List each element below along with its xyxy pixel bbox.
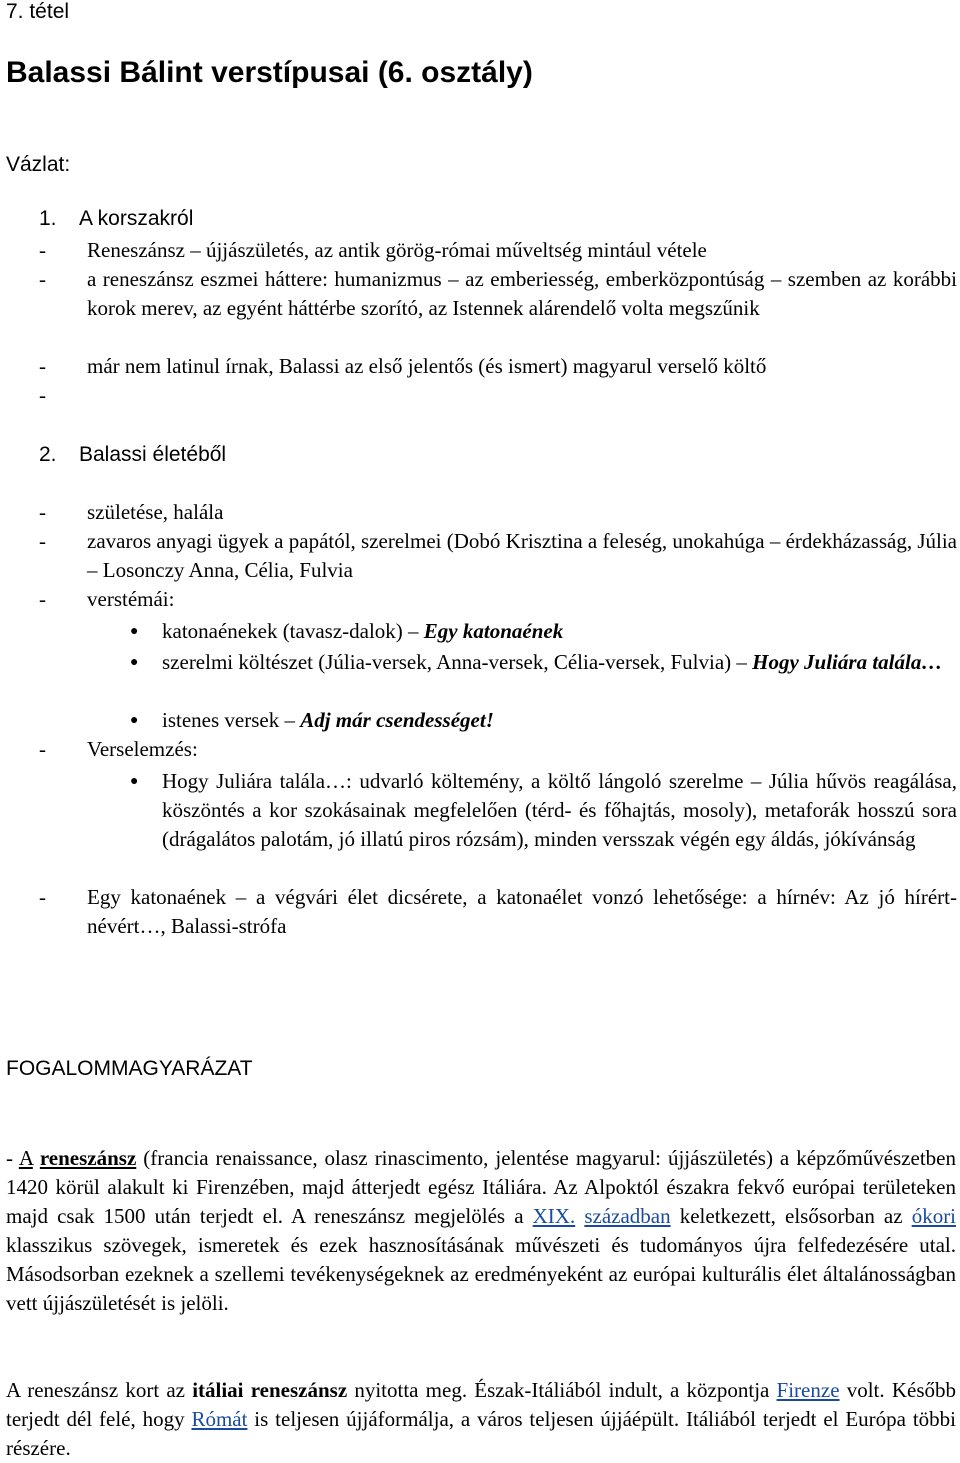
bullet-icon: ● [130,713,139,728]
list-item [39,352,957,381]
glossary-term: itáliai reneszánsz [192,1378,348,1402]
list-item-text: a reneszánsz eszmei háttere: humanizmus – az emberiesség, emberközpontúság – szemben az korábbi korok merev, az egyént háttérbe szorító, az Istennek alárendelő volta megszűnik [87,267,957,320]
dash-marker: - [39,737,46,761]
list-item-text: születése, halála [87,500,224,524]
link-romat[interactable]: Rómát [191,1407,248,1431]
dash-marker: - [39,354,46,378]
item-number-label: 7. tétel [6,0,70,23]
theme-text: istenes versek – [162,708,301,732]
dash-marker: - [39,383,46,407]
list-item-text: Verselemzés: [87,737,198,761]
list-item [39,585,957,614]
list-item [39,236,957,265]
section-2-number: 2. [39,443,57,466]
list-item-text: már nem latinul írnak, Balassi az első jelentős (és ismert) magyarul verselő költő [87,354,767,378]
list-item [39,498,957,527]
section-1-title: A korszakról [79,207,194,230]
dash-marker: - [39,885,46,909]
glossary-article: A [18,1146,33,1170]
outline-label: Vázlat: [6,153,71,176]
bullet-icon: ● [130,624,139,639]
dash-marker: - [39,267,46,291]
glossary-term: reneszánsz [39,1146,137,1170]
glossary-paragraph-1: - A reneszánsz (francia renaissance, olasz rinascimento, jelentése magyarul: újjászületés) a képzőművészetben 1420 körül alakult ki Firenzében, majd átterjedt egész Itáliára. Az Alpoktól északra fekvő európai területeken majd csak 1500 után terjedt el. A reneszánsz megjelölés a XIX. században keletkezett, elsősorban az ókori klasszikus szövegek, ismeretek és ezek hasznosításának művészeti és tudományos újra felfedezésére utal. Másodsorban ezeknek a szellemi tevékenységeknek az eredményeként az európai kulturális élet általánosságban vett újjászületését is jelöli. [6,1146,957,1315]
page-title: Balassi Bálint verstípusai (6. osztály) [6,56,533,89]
bullet-icon: ● [130,774,139,789]
list-item [39,735,957,764]
dash-marker: - [39,500,46,524]
poem-title: Egy katonaének [423,619,564,643]
poem-title: Adj már csendességet! [300,708,494,732]
theme-item [130,706,957,735]
dash-marker: - [39,238,46,262]
list-item-text: zavaros anyagi ügyek a papától, szerelmei (Dobó Krisztina a feleség, unokahúga – érdekházasság, Júlia – Losonczy Anna, Célia, Fulvia [87,529,957,582]
section-2-title: Balassi életéből [79,443,227,466]
theme-text: szerelmi költészet (Júlia-versek, Anna-versek, Célia-versek, Fulvia) – [162,650,753,674]
list-item-text: Reneszánsz – újjászületés, az antik görög-római műveltség mintául vétele [87,238,707,262]
analysis-item [130,767,957,854]
analysis-text: Hogy Juliára talála…: udvarló költemény, a költő lángoló szerelme – Júlia hűvös reagálása, köszöntés a kor szokásainak megfelelően (térd- és főhajtás, mosoly), metaforák hosszú sora (drágalátos palotám, jó illatú piros rózsám), minden versszak végén egy áldás, jókívánság [162,769,957,851]
link-okori[interactable]: ókori [911,1204,957,1228]
theme-text: katonaénekek (tavasz-dalok) – [162,619,424,643]
link-firenze[interactable]: Firenze [776,1378,840,1402]
theme-item [130,648,957,677]
list-item-text: verstémái: [87,587,175,611]
list-item [39,265,957,323]
link-xix[interactable]: XIX. [532,1204,576,1228]
glossary-paragraph-2: A reneszánsz kort az itáliai reneszánsz nyitotta meg. Észak-Itáliából indult, a központja Firenze volt. Később terjedt dél felé, hogy Rómát is teljesen újjáformálja, a város teljesen újjáépült. Itáliából terjedt el Európa többi részére. [6,1378,956,1460]
link-szazadban[interactable]: században [584,1204,671,1228]
list-item [39,527,957,585]
dash-marker: - [39,587,46,611]
bullet-icon: ● [130,655,139,670]
dash-marker: - [39,529,46,553]
glossary-heading: FOGALOMMAGYARÁZAT [6,1057,253,1080]
section-2-heading [39,440,226,469]
list-item-text: Egy katonaének – a végvári élet dicsérete, a katonaélet vonzó lehetősége: a hírnév: Az jó hírért-névért…, Balassi-strófa [87,885,957,938]
section-1-heading [39,204,193,233]
theme-item [130,617,957,646]
list-item [39,883,957,941]
section-1-number: 1. [39,207,57,230]
poem-title: Hogy Juliára talála… [752,650,943,674]
